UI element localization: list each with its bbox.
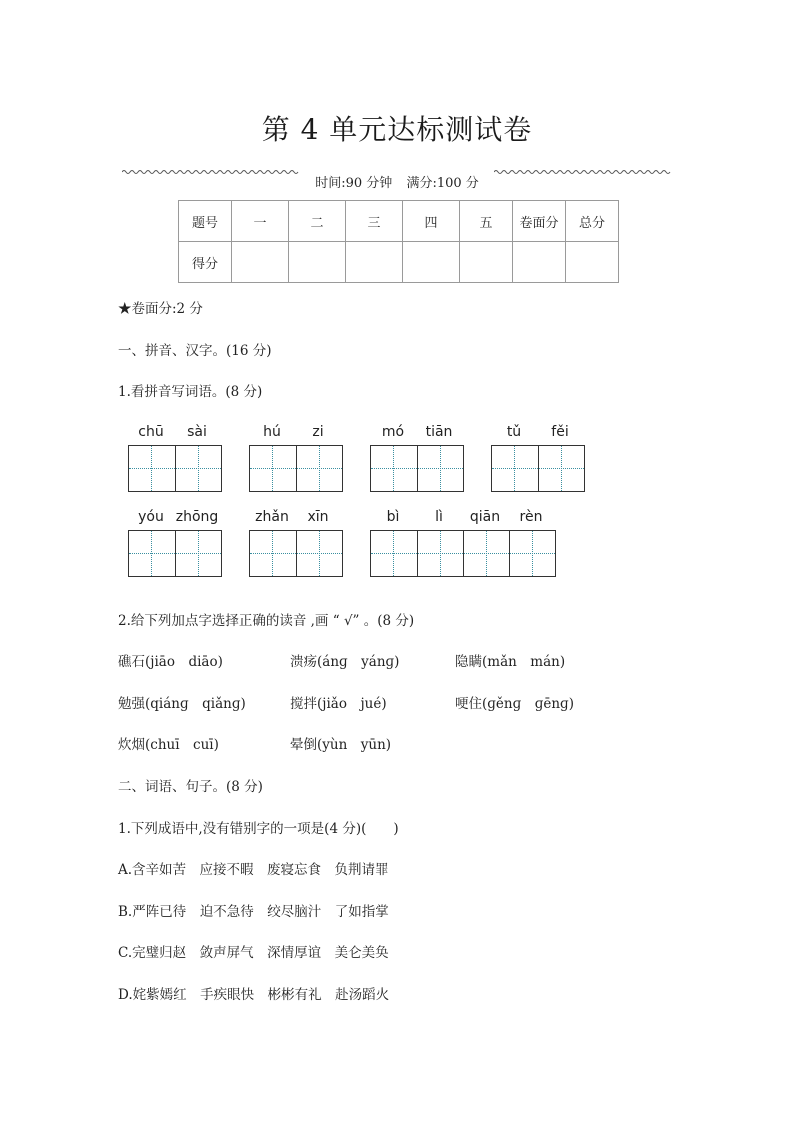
header-cell: 卷面分 bbox=[513, 201, 566, 242]
pinyin-syllable: hú bbox=[263, 424, 281, 440]
pinyin-syllable: sài bbox=[187, 424, 207, 440]
neatness-note: ★卷面分:2 分 bbox=[118, 301, 203, 317]
writing-cell[interactable] bbox=[463, 531, 509, 576]
score-table-header-row bbox=[179, 201, 619, 242]
header-cell: 一 bbox=[232, 201, 289, 242]
answer-option-c[interactable]: C.完璧归赵 敛声屏气 深情厚谊 美仑美奂 bbox=[118, 945, 389, 961]
writing-grid-2[interactable] bbox=[249, 445, 343, 492]
pinyin-syllable: xīn bbox=[307, 509, 329, 525]
writing-cell[interactable] bbox=[371, 446, 417, 491]
header-cell: 题号 bbox=[179, 201, 232, 242]
section-2-question-1-label: 1.下列成语中,没有错别字的一项是(4 分)( ) bbox=[118, 821, 399, 837]
pinyin-syllable: tǔ bbox=[506, 424, 522, 440]
pinyin-syllable: zhǎn bbox=[255, 509, 289, 525]
header-cell: 三 bbox=[346, 201, 403, 242]
writing-grid-7[interactable] bbox=[370, 530, 556, 577]
section-1-heading: 一、拼音、汉字。(16 分) bbox=[118, 343, 272, 359]
writing-grid-1[interactable] bbox=[128, 445, 222, 492]
writing-cell[interactable] bbox=[175, 446, 221, 491]
header-cell: 四 bbox=[403, 201, 460, 242]
writing-grid-4[interactable] bbox=[491, 445, 585, 492]
writing-grid-6[interactable] bbox=[249, 530, 343, 577]
answer-option-d[interactable]: D.姹紫嫣红 手疾眼快 彬彬有礼 赴汤蹈火 bbox=[118, 987, 390, 1003]
pinyin-syllable: zhōng bbox=[175, 509, 219, 525]
pinyin-syllable: rèn bbox=[519, 509, 543, 525]
writing-cell[interactable] bbox=[417, 446, 463, 491]
pinyin-syllable: fěi bbox=[551, 424, 569, 440]
pinyin-word-4 bbox=[491, 424, 583, 440]
header-cell: 二 bbox=[289, 201, 346, 242]
reading-choice[interactable]: 隐瞒(mǎn mán) bbox=[455, 654, 566, 670]
pinyin-syllable: bì bbox=[386, 509, 400, 525]
answer-option-a[interactable]: A.含辛如苦 应接不暇 废寝忘食 负荆请罪 bbox=[118, 862, 389, 878]
pinyin-word-7 bbox=[370, 509, 554, 525]
writing-cell[interactable] bbox=[129, 446, 175, 491]
writing-cell[interactable] bbox=[250, 531, 296, 576]
writing-cell[interactable] bbox=[175, 531, 221, 576]
writing-grid-3[interactable] bbox=[370, 445, 464, 492]
pinyin-syllable: mó bbox=[381, 424, 405, 440]
header-cell: 五 bbox=[460, 201, 513, 242]
writing-cell[interactable] bbox=[371, 531, 417, 576]
pinyin-syllable: chū bbox=[138, 424, 164, 440]
score-cell[interactable] bbox=[566, 242, 619, 283]
reading-choice[interactable]: 炊烟(chuī cuī) bbox=[118, 737, 219, 753]
writing-grid-5[interactable] bbox=[128, 530, 222, 577]
score-cell[interactable] bbox=[232, 242, 289, 283]
pinyin-syllable: yóu bbox=[138, 509, 164, 525]
score-cell[interactable] bbox=[289, 242, 346, 283]
writing-cell[interactable] bbox=[296, 446, 342, 491]
writing-cell[interactable] bbox=[296, 531, 342, 576]
score-cell[interactable] bbox=[346, 242, 403, 283]
score-cell[interactable] bbox=[460, 242, 513, 283]
score-table-score-row bbox=[179, 242, 619, 283]
full-score: 满分:100 分 bbox=[406, 176, 479, 191]
writing-cell[interactable] bbox=[129, 531, 175, 576]
pinyin-word-5 bbox=[128, 509, 220, 525]
reading-choice[interactable]: 溃疡(ánɡ yánɡ) bbox=[290, 654, 400, 670]
reading-choice[interactable]: 哽住(ɡěnɡ ɡēnɡ) bbox=[455, 696, 574, 712]
reading-choice[interactable]: 晕倒(yùn yūn) bbox=[290, 737, 392, 753]
question-2-label: 2.给下列加点字选择正确的读音 ,画 “ √” 。(8 分) bbox=[118, 613, 415, 629]
writing-cell[interactable] bbox=[509, 531, 555, 576]
pinyin-word-2 bbox=[249, 424, 341, 440]
time-limit: 时间:90 分钟 bbox=[315, 176, 393, 191]
header-cell: 总分 bbox=[566, 201, 619, 242]
writing-cell[interactable] bbox=[417, 531, 463, 576]
pinyin-word-6 bbox=[249, 509, 341, 525]
pinyin-syllable: tiān bbox=[425, 424, 453, 440]
pinyin-word-1 bbox=[128, 424, 220, 440]
score-cell[interactable] bbox=[403, 242, 460, 283]
pinyin-word-3 bbox=[370, 424, 462, 440]
writing-cell[interactable] bbox=[538, 446, 584, 491]
writing-cell[interactable] bbox=[492, 446, 538, 491]
reading-choice[interactable]: 礁石(jiāo diāo) bbox=[118, 654, 223, 670]
pinyin-syllable: qiān bbox=[469, 509, 501, 525]
row-label: 得分 bbox=[179, 242, 232, 283]
exam-meta bbox=[0, 172, 794, 191]
section-2-heading: 二、词语、句子。(8 分) bbox=[118, 779, 263, 795]
reading-choice[interactable]: 勉强(qiánɡ qiǎnɡ) bbox=[118, 696, 246, 712]
answer-option-b[interactable]: B.严阵已待 迫不急待 绞尽脑汁 了如指掌 bbox=[118, 904, 389, 920]
pinyin-syllable: zi bbox=[312, 424, 324, 440]
score-cell[interactable] bbox=[513, 242, 566, 283]
page-title: 第 4 单元达标测试卷 bbox=[261, 113, 533, 146]
question-1-label: 1.看拼音写词语。(8 分) bbox=[118, 384, 263, 400]
score-table bbox=[178, 200, 619, 283]
writing-cell[interactable] bbox=[250, 446, 296, 491]
reading-choice[interactable]: 搅拌(jiǎo jué) bbox=[290, 696, 387, 712]
pinyin-syllable: lì bbox=[435, 509, 443, 525]
